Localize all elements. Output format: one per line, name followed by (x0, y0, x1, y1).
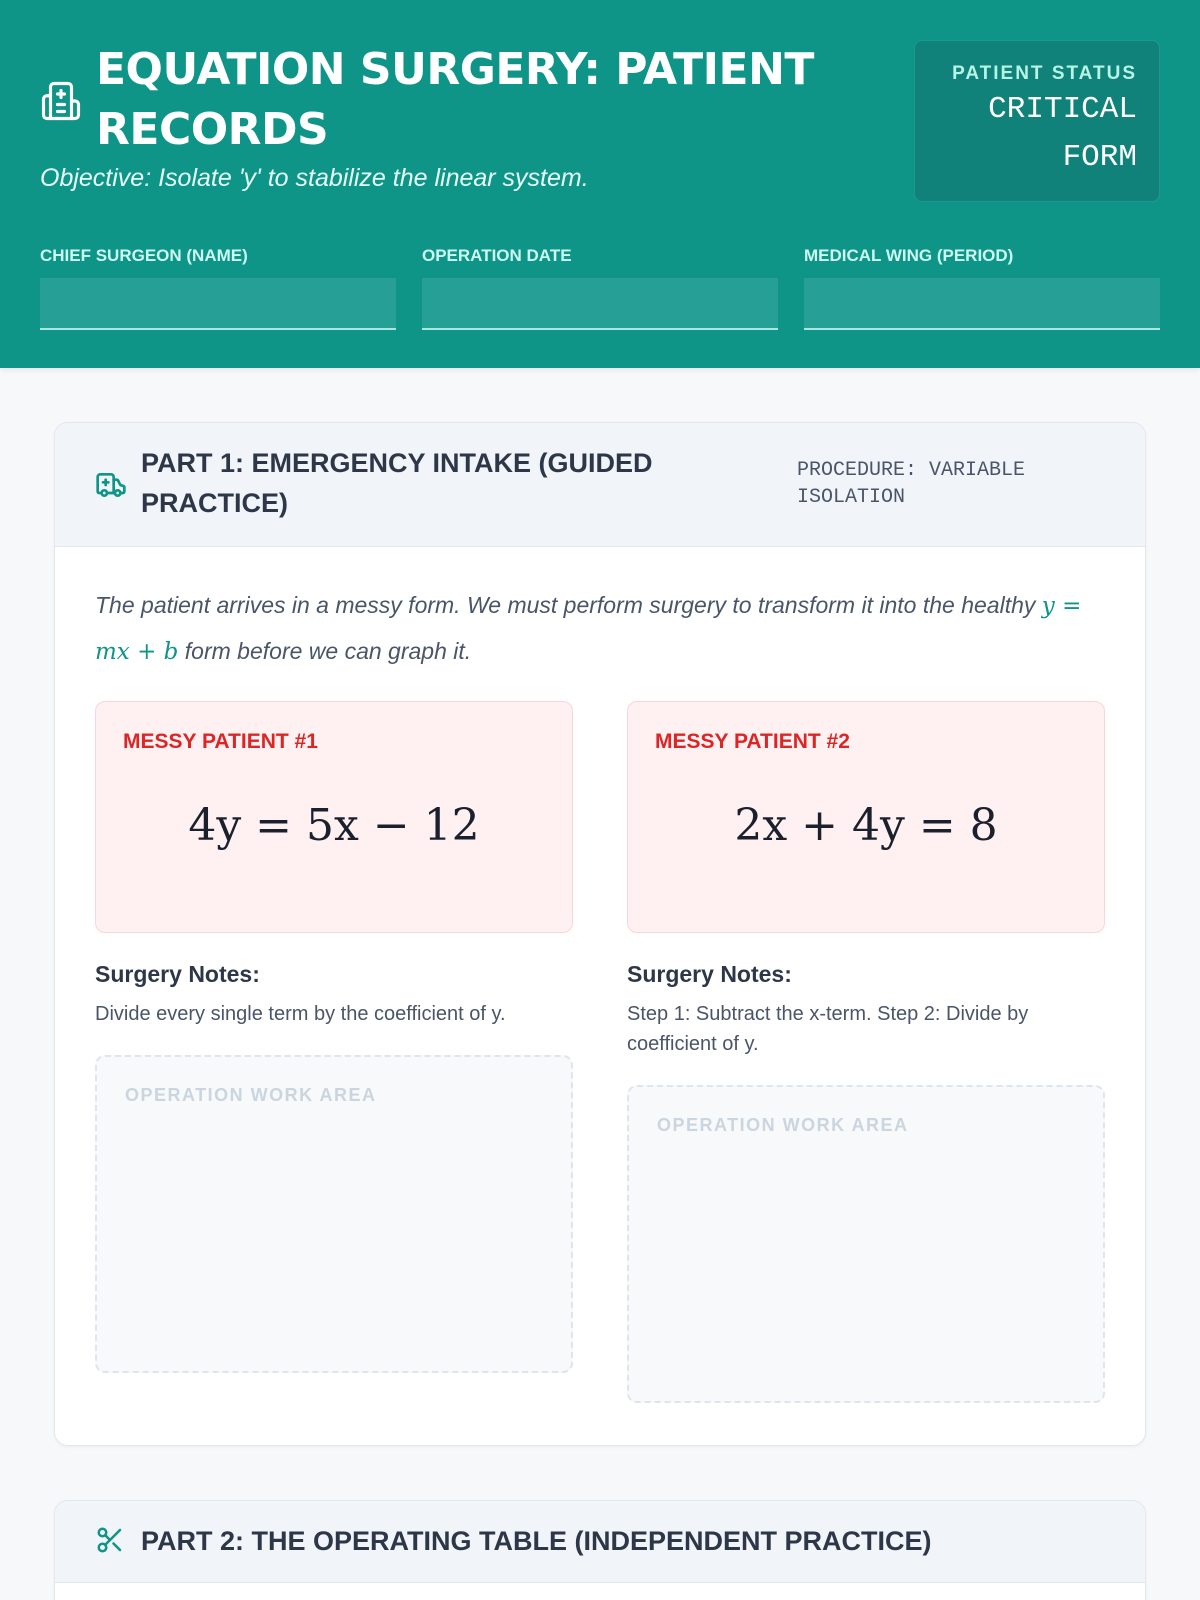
patient-2-notes-title: Surgery Notes: (627, 961, 792, 987)
patient-1-notes-text: Divide every single term by the coefficient of y. (95, 1003, 506, 1025)
patient-2-notes-text: Step 1: Subtract the x-term. Step 2: Divide by coefficient of y. (627, 1003, 1029, 1055)
part1-intro (95, 583, 1105, 675)
patient-1-notes-title: Surgery Notes: (95, 961, 260, 987)
patient-1-label: MESSY PATIENT #1 (123, 730, 318, 753)
scissors-icon (95, 1525, 125, 1555)
status-value-line1: CRITICAL (988, 92, 1137, 127)
medical-wing-input[interactable] (804, 278, 1160, 330)
chief-surgeon-field (40, 246, 396, 330)
medical-wing-label: MEDICAL WING (PERIOD) (804, 246, 1014, 265)
part2-header (55, 1501, 1145, 1583)
part1-procedure: PROCEDURE: VARIABLE ISOLATION (797, 459, 1026, 509)
intro-math: y = mx + b (95, 593, 1082, 665)
patient-1-work-label: OPERATION WORK AREA (125, 1085, 377, 1105)
chief-surgeon-label: CHIEF SURGEON (NAME) (40, 246, 248, 265)
operation-date-field (422, 246, 778, 330)
status-label: PATIENT STATUS (952, 63, 1137, 84)
patient-2-work-area[interactable] (627, 1085, 1105, 1403)
messy-patient-1-card (95, 701, 573, 933)
patient-2-equation: 2x + 4y = 8 (734, 800, 998, 851)
objective-text: Objective: Isolate 'y' to stabilize the linear system. (40, 164, 589, 192)
patient-2-label: MESSY PATIENT #2 (655, 730, 850, 753)
operation-date-label: OPERATION DATE (422, 246, 572, 265)
intro-text-after: form before we can graph it. (178, 638, 472, 664)
patient-2-work-label: OPERATION WORK AREA (657, 1115, 909, 1135)
part2-title: PART 2: THE OPERATING TABLE (INDEPENDENT PRACTICE) (141, 1526, 932, 1556)
page-header (0, 0, 1200, 368)
ambulance-icon (95, 469, 127, 501)
part1-card (54, 422, 1146, 1446)
status-value-line2: FORM (1062, 140, 1137, 175)
patient-1-equation: 4y = 5x − 12 (188, 800, 480, 851)
hospital-icon (40, 80, 82, 122)
part2-card (54, 1500, 1146, 1600)
medical-wing-field (804, 246, 1160, 330)
intro-text-before: The patient arrives in a messy form. We must perform surgery to transform it into the healthy (95, 592, 1042, 618)
chief-surgeon-input[interactable] (40, 278, 396, 330)
patient-status-box (914, 40, 1160, 202)
part1-title: PART 1: EMERGENCY INTAKE (GUIDED PRACTICE) (141, 448, 653, 518)
page-title: EQUATION SURGERY: PATIENT RECORDS (96, 44, 814, 155)
patient-1-work-area[interactable] (95, 1055, 573, 1373)
messy-patient-2-card (627, 701, 1105, 933)
part1-header (55, 423, 1145, 547)
operation-date-input[interactable] (422, 278, 778, 330)
